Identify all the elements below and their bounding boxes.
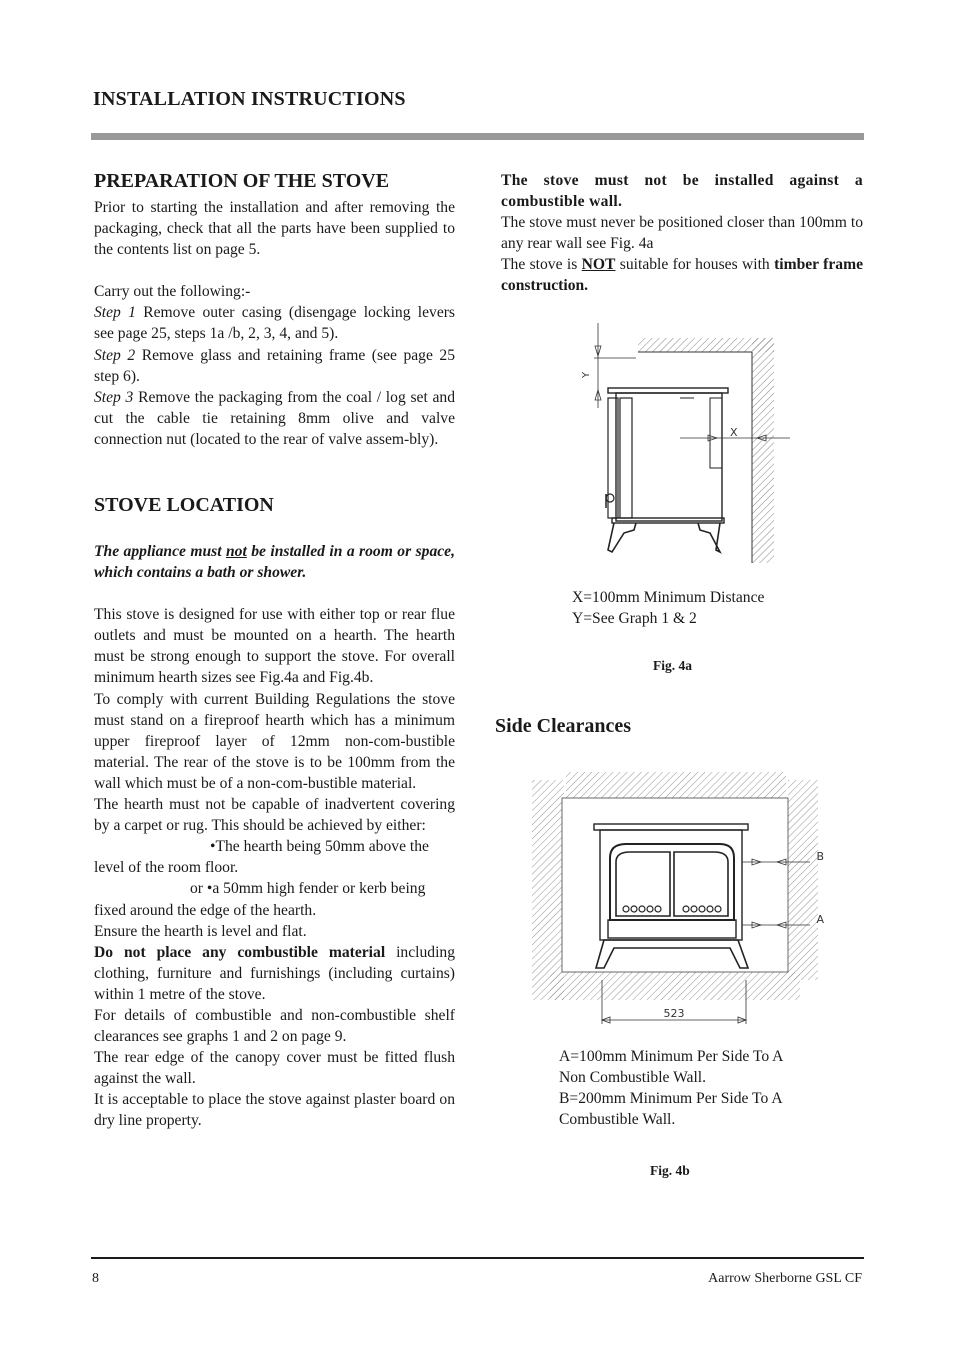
- timber-frame-note: [501, 254, 863, 296]
- preparation-heading: PREPARATION OF THE STOVE: [94, 170, 390, 192]
- preparation-intro: Prior to starting the installation and after removing the packaging, check that all the parts have been supplied to the contents list on page 5.: [94, 199, 455, 259]
- step-2-text: Remove glass and retaining frame (see page 25 step 6).: [94, 346, 456, 385]
- fig4b-dimension: 523: [663, 1007, 685, 1020]
- step-3-label: Step 3: [94, 388, 134, 406]
- location-para-4: For details of combustible and non-combustible shelf clearances see graphs 1 and 2 on page 9.: [94, 1006, 455, 1046]
- right-wall-hatch: [788, 780, 818, 980]
- page-number: 8: [92, 1271, 99, 1286]
- bath-warning-b: be installed in a room or space, which contains a bath or shower.: [94, 543, 455, 582]
- page-header-title: INSTALLATION INSTRUCTIONS: [93, 88, 406, 110]
- timber-a: The stove is: [501, 256, 582, 274]
- fig-4b-diagram: [530, 770, 824, 1030]
- top-hatch: [566, 772, 786, 798]
- fig4a-x-label: X: [730, 426, 738, 439]
- step-2-label: Step 2: [94, 346, 136, 364]
- fig-4a-diagram: [580, 318, 795, 566]
- bath-warning: [94, 541, 455, 583]
- combustible-wall-warning: The stove must not be installed against a combustible wall.: [501, 172, 863, 211]
- bullet-2: or •a 50mm high fender or kerb being: [190, 880, 426, 898]
- timber-bold: timber frame construction.: [501, 256, 864, 295]
- combustible-rest: including clothing, furniture and furnishings (including curtains) within 1 metre of the stove.: [94, 943, 455, 1003]
- stove-location-section: [94, 541, 455, 1132]
- carry-out-text: Carry out the following:-: [94, 283, 251, 301]
- fig4a-note-y: Y=See Graph 1 & 2: [572, 610, 697, 627]
- rear-wall-hatch: [752, 338, 774, 563]
- fig4b-b-label: B: [816, 850, 824, 863]
- left-wall-hatch: [532, 780, 564, 1000]
- timber-b: suitable for houses with: [615, 256, 775, 274]
- bullet-1: •The hearth being 50mm above the: [210, 838, 429, 856]
- timber-not: NOT: [581, 256, 616, 274]
- fig4a-note-x: X=100mm Minimum Distance: [572, 589, 765, 606]
- location-para-5: The rear edge of the canopy cover must be fitted flush against the wall.: [94, 1049, 455, 1088]
- footer-divider: [91, 1257, 864, 1259]
- combustible-warning: [94, 942, 455, 1005]
- ensure-level: Ensure the hearth is level and flat.: [94, 922, 307, 940]
- combustible-bold: Do not place any combustible material: [94, 943, 386, 961]
- header-divider: [91, 133, 864, 140]
- fig4b-caption: Fig. 4b: [650, 1163, 690, 1178]
- step-3: [94, 387, 455, 450]
- location-para-6: It is acceptable to place the stove against plaster board on dry line property.: [94, 1091, 455, 1130]
- location-para-2: To comply with current Building Regulations the stove must stand on a fireproof hearth which has a minimum upper fireproof layer of 12mm non-com-bustible material. The rear of the stove is to be 100mm from the wall which must be of a non-com-bustible material.: [94, 690, 455, 792]
- stove-location-heading: STOVE LOCATION: [94, 494, 274, 516]
- location-para-1: This stove is designed for use with either top or rear flue outlets and must be mounted on a hearth. The hearth must be strong enough to support the stove. For overall minimum hearth sizes see Fig.4a and Fig.4b.: [94, 606, 455, 687]
- bullet-2-cont: fixed around the edge of the hearth.: [94, 901, 317, 919]
- bath-warning-not: not: [225, 543, 247, 560]
- step-1: [94, 302, 455, 344]
- fig4a-y-label: Y: [581, 371, 592, 378]
- fig4b-note-a2: Non Combustible Wall.: [559, 1069, 707, 1087]
- floor-hatch: [550, 972, 800, 1000]
- bullet-1-cont: level of the room floor.: [94, 859, 239, 877]
- product-name: Aarrow Sherborne GSL CF: [708, 1271, 862, 1286]
- right-warnings: [501, 170, 863, 297]
- fig4b-note-b1: B=200mm Minimum Per Side To A: [559, 1090, 783, 1108]
- side-clearances-heading: Side Clearances: [495, 715, 632, 737]
- fig4b-note-b2: Combustible Wall.: [559, 1111, 676, 1129]
- preparation-section: [94, 197, 455, 450]
- step-1-label: Step 1: [94, 304, 136, 322]
- fig4b-a-label: A: [816, 913, 824, 926]
- rear-wall-distance: The stove must never be positioned closer than 100mm to any rear wall see Fig. 4a: [501, 214, 863, 253]
- step-1-text: Remove outer casing (disengage locking levers see page 25, steps 1a /b, 2, 3, 4, and 5).: [94, 304, 456, 343]
- fig4b-notes: [559, 1046, 859, 1130]
- step-2: [94, 345, 455, 387]
- fig4a-caption: Fig. 4a: [653, 658, 692, 673]
- location-para-3: The hearth must not be capable of inadvertent covering by a carpet or rug. This should be achieved by either:: [94, 796, 455, 835]
- step-3-text: Remove the packaging from the coal / log set and cut the cable tie retaining 8mm olive and valve connection nut (located to the rear of valve assem-bly).: [94, 388, 455, 448]
- bath-warning-a: The appliance must: [94, 543, 226, 560]
- fig4b-note-a1: A=100mm Minimum Per Side To A: [559, 1048, 784, 1065]
